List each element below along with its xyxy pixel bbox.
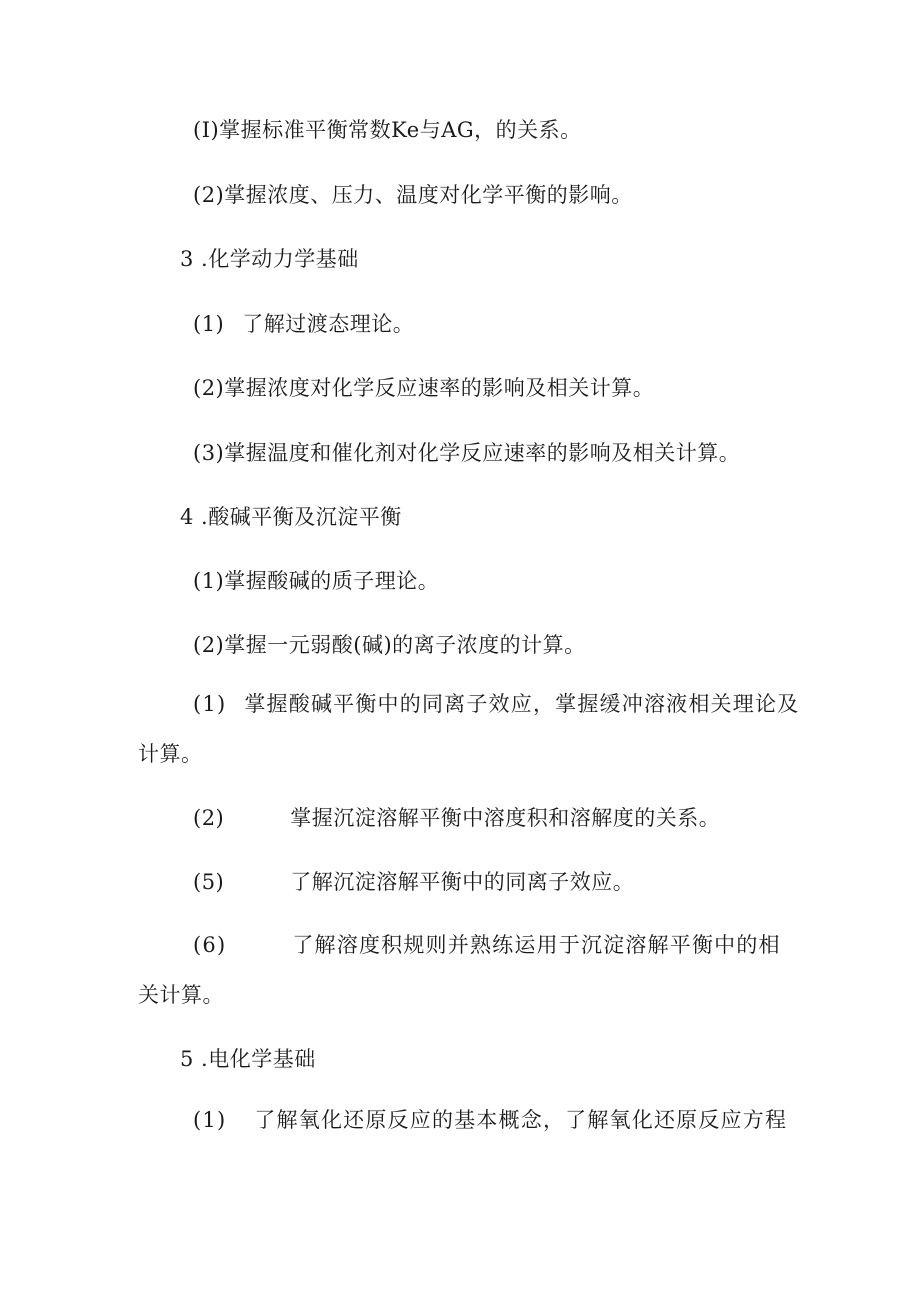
item-number: (5) [193,870,225,894]
item-number: (6) [193,933,227,957]
text-line [193,806,720,830]
text-line: (2)掌握浓度、压力、温度对化学平衡的影响。 [193,183,633,207]
text-line [193,1108,787,1132]
item-text: 了解溶度积规则并熟练运用于沉淀溶解平衡中的相 [292,933,781,957]
text-line: 计算。 [138,742,203,766]
section-heading: 3 .化学动力学基础 [180,247,359,271]
item-number: (1) [193,1108,227,1132]
text-line: (1)掌握酸碱的质子理论。 [193,569,440,593]
section-heading: 4 .酸碱平衡及沉淀平衡 [180,505,402,529]
item-number: (1) [193,692,227,716]
text-line [193,870,634,894]
item-text: 掌握酸碱平衡中的同离子效应，掌握缓冲溶液相关理论及 [244,692,800,716]
item-number: (2) [193,806,225,830]
text-line [193,933,781,957]
item-text: 了解沉淀溶解平衡中的同离子效应。 [290,870,635,894]
text-line: (2)掌握浓度对化学反应速率的影响及相关计算。 [193,376,655,400]
text-line: (I)掌握标准平衡常数Ke与AG，的关系。 [193,118,582,142]
text-line [193,312,414,336]
section-heading: 5 .电化学基础 [180,1047,316,1071]
text-line: (3)掌握温度和催化剂对化学反应速率的影响及相关计算。 [193,441,741,465]
text-line [193,692,799,716]
item-text: 了解氧化还原反应的基本概念，了解氧化还原反应方程 [254,1108,788,1132]
item-text: 了解过渡态理论。 [242,312,415,336]
text-line: (2)掌握一元弱酸(碱)的离子浓度的计算。 [193,633,586,657]
item-number: (1) [193,312,225,336]
text-line: 关计算。 [138,983,224,1007]
item-text: 掌握沉淀溶解平衡中溶度积和溶解度的关系。 [290,806,721,830]
